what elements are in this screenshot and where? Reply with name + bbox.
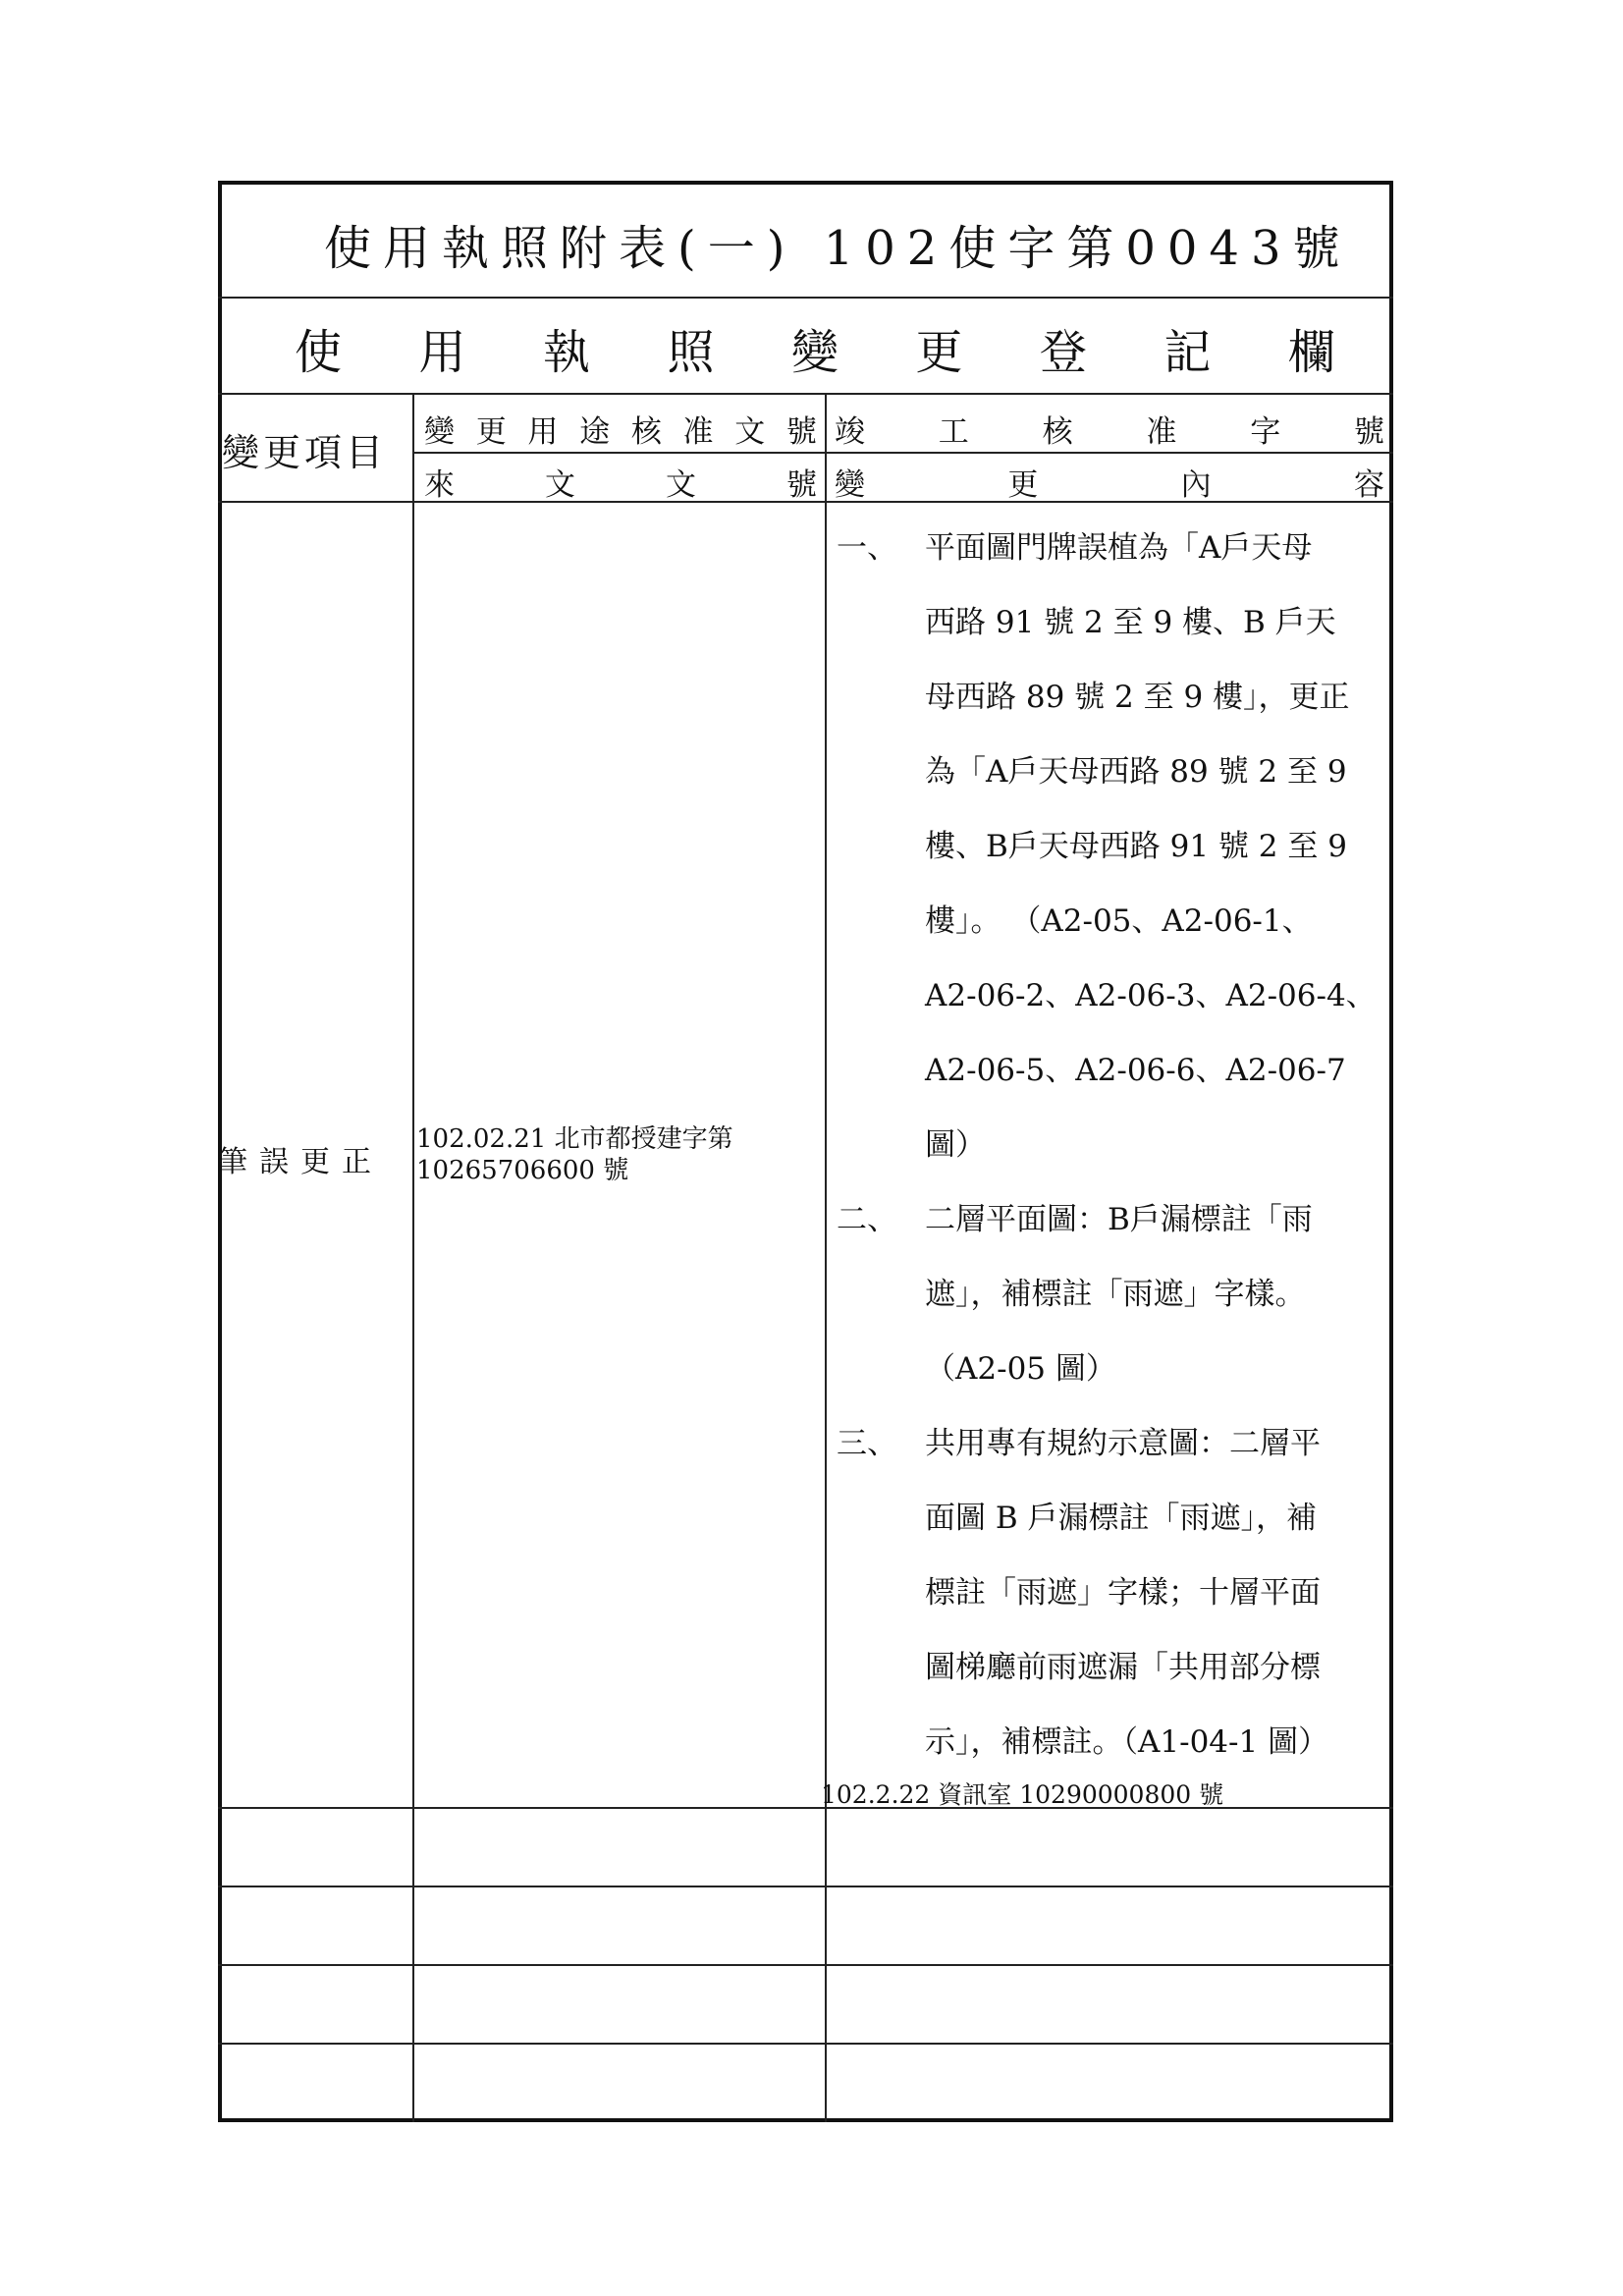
content-line: 西路 91 號 2 至 9 樓、B 戶天: [925, 605, 1336, 640]
item-number: 二、: [837, 1202, 897, 1237]
register-title-char: 欄: [1287, 325, 1335, 380]
content-line: 樓、B戶天母西路 91 號 2 至 9: [925, 829, 1347, 864]
rule-empty-3: [218, 2043, 1393, 2045]
register-title: [295, 314, 1335, 382]
rule-empty-1: [218, 1886, 1393, 1887]
header-change-item: 變更項目: [222, 431, 388, 474]
content-line: 母西路 89 號 2 至 9 樓」，更正: [925, 680, 1350, 715]
header-change-content: 變 更 內 容: [835, 467, 1384, 503]
register-title-char: 用: [418, 325, 466, 380]
row-doc-no: [416, 1123, 733, 1186]
content-line: 為「A戶天母西路 89 號 2 至 9: [925, 754, 1347, 790]
register-title-char: 更: [915, 325, 963, 380]
rule-header-mid: [414, 452, 1393, 454]
content-line: 二層平面圖：B戶漏標註「雨: [925, 1202, 1313, 1237]
content-line: 圖）: [925, 1127, 986, 1163]
content-line: 面圖 B 戶漏標註「雨遮」，補: [925, 1501, 1317, 1536]
row-change-item: 筆誤更正: [218, 1145, 383, 1179]
register-title-char: 使: [295, 325, 343, 380]
rule-empty-2: [218, 1964, 1393, 1966]
content-line: A2-06-2、A2-06-3、A2-06-4、: [925, 978, 1377, 1013]
content-line: A2-06-5、A2-06-6、A2-06-7: [925, 1053, 1346, 1088]
item-number: 一、: [837, 530, 897, 566]
rule-title: [218, 297, 1393, 299]
content-line: 平面圖門牌誤植為「A戶天母: [925, 530, 1313, 566]
register-title-char: 記: [1163, 325, 1212, 380]
content-item-1: [837, 511, 1381, 1182]
content-line: 遮」，補標註「雨遮」字樣。: [925, 1277, 1306, 1312]
header-incoming-doc-no: 來 文 文 號: [424, 467, 817, 503]
register-title-char: 變: [790, 325, 839, 380]
rule-subtitle: [218, 393, 1393, 395]
content-line: 圖梯廳前雨遮漏「共用部分標: [925, 1650, 1321, 1685]
item-number: 三、: [837, 1426, 897, 1461]
change-content: [837, 511, 1381, 1779]
content-line: 共用專有規約示意圖：二層平: [925, 1426, 1321, 1461]
header-completion-no: 竣 工 核 准 字 號: [835, 414, 1384, 450]
content-item-2: [837, 1182, 1381, 1406]
form-title: 使用執照附表(一) 102使字第0043號: [324, 221, 1352, 276]
content-item-3: [837, 1406, 1381, 1779]
content-line: （A2-05 圖）: [925, 1351, 1116, 1387]
doc-no-line: 10265706600 號: [416, 1156, 629, 1185]
doc-no-line: 102.02.21 北市都授建字第: [416, 1124, 733, 1154]
header-approval-doc-no: 變 更 用 途 核 准 文 號: [424, 414, 817, 450]
content-line: 標註「雨遮」字樣；十層平面: [925, 1575, 1321, 1611]
content-line: 示」，補標註。（A1-04-1 圖）: [925, 1724, 1329, 1760]
col-divider-1: [412, 393, 414, 2122]
col-divider-2: [825, 393, 827, 2122]
content-line: 樓」。 （A2-05、A2-06-1、: [925, 903, 1313, 939]
register-title-char: 登: [1039, 325, 1087, 380]
register-title-char: 照: [667, 325, 715, 380]
register-title-char: 執: [542, 325, 590, 380]
completion-approval-no: 102.2.22 資訊室 10290000800 號: [821, 1780, 1224, 1809]
